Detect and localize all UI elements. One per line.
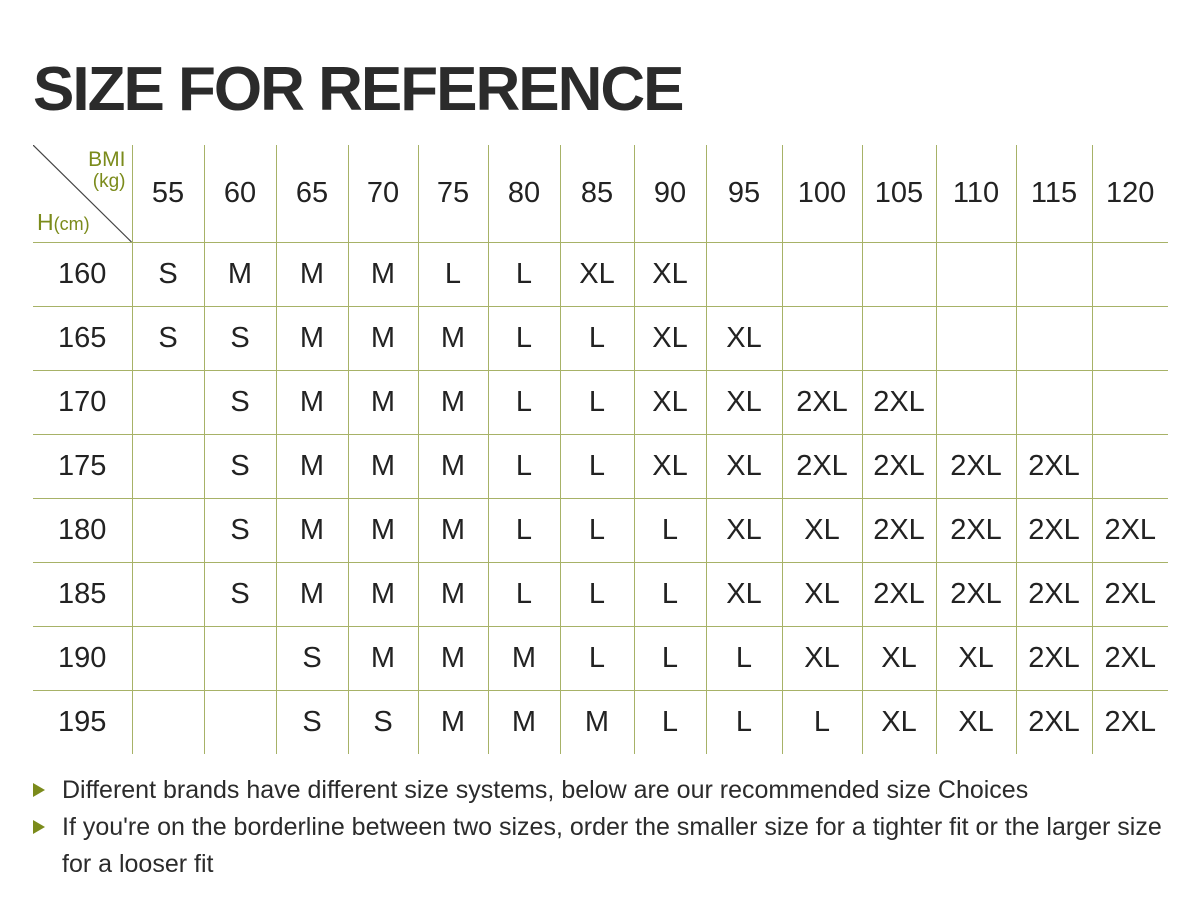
size-cell: M xyxy=(348,563,418,627)
size-cell xyxy=(132,499,204,563)
size-cell: M xyxy=(276,563,348,627)
size-cell: M xyxy=(348,307,418,371)
size-cell xyxy=(1092,435,1168,499)
size-cell xyxy=(204,691,276,755)
size-cell: M xyxy=(560,691,634,755)
height-row-header: 180 xyxy=(33,499,132,563)
size-cell: M xyxy=(204,243,276,307)
size-cell: L xyxy=(488,435,560,499)
size-cell: XL xyxy=(634,371,706,435)
size-cell: L xyxy=(488,563,560,627)
size-cell: L xyxy=(560,499,634,563)
bmi-column-header: 85 xyxy=(560,145,634,243)
height-row-header: 190 xyxy=(33,627,132,691)
size-cell: 2XL xyxy=(1016,435,1092,499)
size-cell: M xyxy=(348,435,418,499)
size-cell: L xyxy=(782,691,862,755)
size-cell: M xyxy=(488,627,560,691)
size-cell xyxy=(1092,307,1168,371)
size-cell: 2XL xyxy=(936,435,1016,499)
size-cell: M xyxy=(418,435,488,499)
size-cell: S xyxy=(204,563,276,627)
size-cell: M xyxy=(276,499,348,563)
size-cell: L xyxy=(560,627,634,691)
notes-list xyxy=(33,772,1173,883)
size-cell: 2XL xyxy=(782,435,862,499)
height-axis-label xyxy=(37,209,90,236)
size-cell xyxy=(862,307,936,371)
table-row xyxy=(33,371,1168,435)
size-cell xyxy=(936,371,1016,435)
size-cell: S xyxy=(348,691,418,755)
size-cell: M xyxy=(276,371,348,435)
size-cell: L xyxy=(560,563,634,627)
size-cell xyxy=(936,307,1016,371)
size-chart-table xyxy=(33,145,1168,754)
bmi-column-header: 80 xyxy=(488,145,560,243)
size-cell: XL xyxy=(936,691,1016,755)
size-cell xyxy=(132,627,204,691)
size-cell xyxy=(862,243,936,307)
size-cell: M xyxy=(418,371,488,435)
page-title: SIZE FOR REFERENCE xyxy=(33,55,683,124)
size-cell: M xyxy=(418,499,488,563)
table-row xyxy=(33,243,1168,307)
size-cell: XL xyxy=(782,499,862,563)
height-row-header: 175 xyxy=(33,435,132,499)
size-cell: L xyxy=(560,371,634,435)
size-cell: L xyxy=(634,499,706,563)
size-cell: M xyxy=(418,307,488,371)
size-cell: L xyxy=(488,499,560,563)
height-row-header: 170 xyxy=(33,371,132,435)
size-cell: M xyxy=(276,243,348,307)
size-cell xyxy=(132,435,204,499)
height-row-header: 195 xyxy=(33,691,132,755)
bmi-column-header: 95 xyxy=(706,145,782,243)
size-cell: S xyxy=(276,627,348,691)
size-cell: L xyxy=(706,691,782,755)
size-cell xyxy=(1016,307,1092,371)
size-cell: XL xyxy=(634,243,706,307)
height-unit: (cm) xyxy=(53,214,90,234)
note-item xyxy=(33,809,1173,883)
table-row xyxy=(33,691,1168,755)
size-cell: L xyxy=(634,563,706,627)
note-text: Different brands have different size systems, below are our recommended size Choices xyxy=(62,776,1029,804)
size-cell: 2XL xyxy=(782,371,862,435)
size-cell: 2XL xyxy=(936,499,1016,563)
triangle-bullet-icon xyxy=(33,783,45,797)
bmi-axis-label xyxy=(88,149,125,193)
triangle-bullet-icon xyxy=(33,820,45,834)
size-cell xyxy=(1092,243,1168,307)
size-cell: L xyxy=(418,243,488,307)
size-cell xyxy=(936,243,1016,307)
size-cell xyxy=(706,243,782,307)
size-cell: 2XL xyxy=(862,435,936,499)
size-cell: S xyxy=(204,307,276,371)
size-cell: L xyxy=(634,691,706,755)
size-cell: S xyxy=(204,435,276,499)
height-row-header: 160 xyxy=(33,243,132,307)
size-cell: M xyxy=(348,371,418,435)
size-cell xyxy=(132,371,204,435)
bmi-column-header: 115 xyxy=(1016,145,1092,243)
size-cell: L xyxy=(706,627,782,691)
size-cell: 2XL xyxy=(936,563,1016,627)
size-cell: 2XL xyxy=(1092,499,1168,563)
size-cell: XL xyxy=(706,307,782,371)
size-cell: 2XL xyxy=(1092,563,1168,627)
size-cell: 2XL xyxy=(1016,499,1092,563)
size-cell: M xyxy=(488,691,560,755)
bmi-column-header: 105 xyxy=(862,145,936,243)
size-cell: L xyxy=(488,307,560,371)
size-cell: M xyxy=(276,307,348,371)
bmi-column-header: 110 xyxy=(936,145,1016,243)
size-cell: L xyxy=(560,307,634,371)
size-cell: 2XL xyxy=(1092,627,1168,691)
size-cell: 2XL xyxy=(1016,691,1092,755)
bmi-column-header: 55 xyxy=(132,145,204,243)
size-cell: XL xyxy=(634,307,706,371)
table-row xyxy=(33,627,1168,691)
size-cell: L xyxy=(488,371,560,435)
table-row xyxy=(33,563,1168,627)
size-cell: XL xyxy=(560,243,634,307)
size-cell: XL xyxy=(862,627,936,691)
size-cell: XL xyxy=(782,627,862,691)
size-cell xyxy=(1016,371,1092,435)
size-cell: 2XL xyxy=(862,371,936,435)
size-cell: M xyxy=(418,563,488,627)
note-text: If you're on the borderline between two sizes, order the smaller size for a tighter fit or the larger size for a looser fit xyxy=(62,813,1162,878)
size-cell: L xyxy=(634,627,706,691)
size-cell: M xyxy=(348,243,418,307)
size-cell: 2XL xyxy=(862,563,936,627)
size-cell: L xyxy=(488,243,560,307)
bmi-label: BMI xyxy=(88,148,126,171)
size-cell: XL xyxy=(706,371,782,435)
size-cell xyxy=(782,307,862,371)
size-cell: XL xyxy=(936,627,1016,691)
size-cell: 2XL xyxy=(1016,563,1092,627)
size-cell: M xyxy=(348,499,418,563)
size-cell xyxy=(782,243,862,307)
bmi-column-header: 75 xyxy=(418,145,488,243)
bmi-column-header: 65 xyxy=(276,145,348,243)
size-cell: M xyxy=(348,627,418,691)
size-cell: S xyxy=(276,691,348,755)
size-cell: M xyxy=(418,627,488,691)
size-cell: XL xyxy=(634,435,706,499)
header-row xyxy=(33,145,1168,243)
size-cell xyxy=(132,563,204,627)
size-cell: XL xyxy=(782,563,862,627)
size-cell: 2XL xyxy=(1016,627,1092,691)
size-cell: M xyxy=(418,691,488,755)
size-cell: XL xyxy=(706,563,782,627)
size-cell: XL xyxy=(706,499,782,563)
size-cell: L xyxy=(560,435,634,499)
bmi-column-header: 120 xyxy=(1092,145,1168,243)
size-cell: S xyxy=(132,243,204,307)
size-cell: 2XL xyxy=(1104,706,1157,738)
bmi-unit: (kg) xyxy=(92,171,126,192)
table-row xyxy=(33,499,1168,563)
size-cell xyxy=(132,691,204,755)
size-cell xyxy=(204,627,276,691)
size-cell xyxy=(1016,243,1092,307)
size-cell: XL xyxy=(862,691,936,755)
bmi-column-header: 90 xyxy=(634,145,706,243)
size-cell: M xyxy=(276,435,348,499)
note-item xyxy=(33,772,1173,809)
table-row xyxy=(33,435,1168,499)
size-cell xyxy=(1092,371,1168,435)
height-label: H xyxy=(37,209,54,235)
height-row-header: 165 xyxy=(33,307,132,371)
corner-header-cell xyxy=(33,145,132,243)
size-cell: S xyxy=(204,499,276,563)
bmi-column-header: 100 xyxy=(782,145,862,243)
size-cell: S xyxy=(132,307,204,371)
table-row xyxy=(33,307,1168,371)
size-cell: XL xyxy=(706,435,782,499)
size-cell: S xyxy=(204,371,276,435)
bmi-column-header: 70 xyxy=(348,145,418,243)
height-row-header: 185 xyxy=(33,563,132,627)
bmi-column-header: 60 xyxy=(204,145,276,243)
size-cell: 2XL xyxy=(862,499,936,563)
